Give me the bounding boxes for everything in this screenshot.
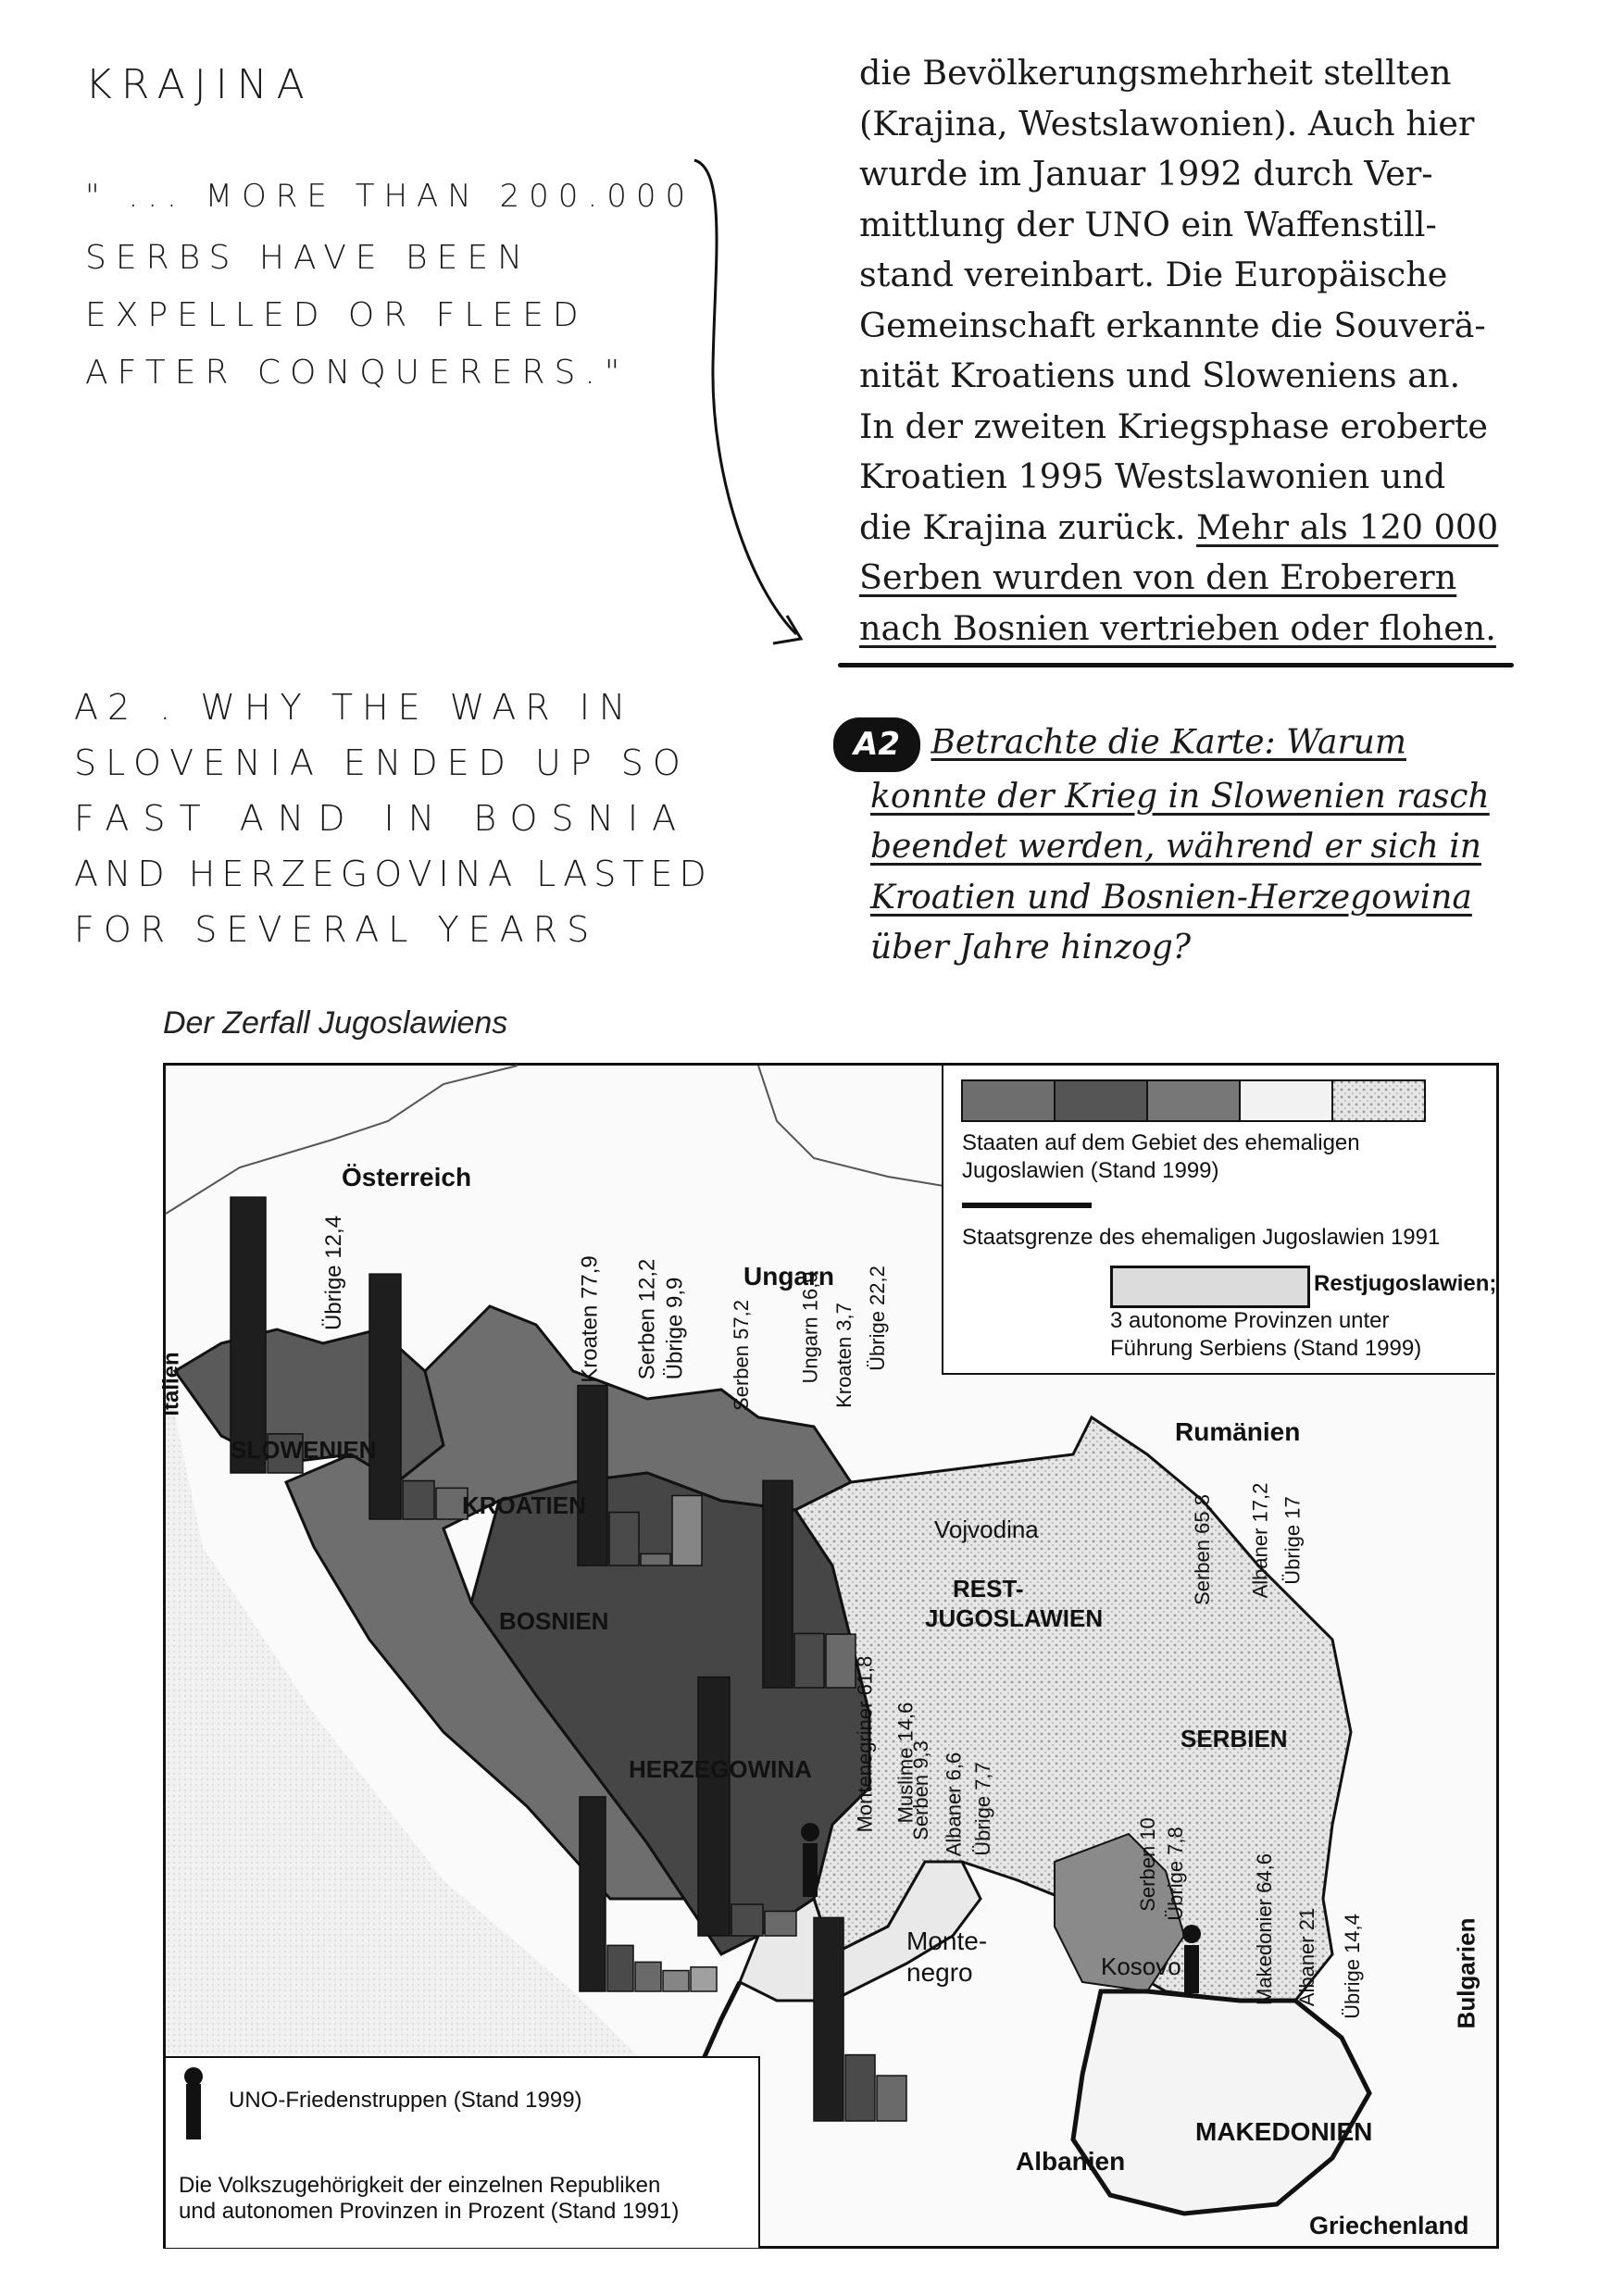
task-text: Betrachte die Karte: Warum (931, 723, 1406, 762)
legend-rest-text: Restjugoslawien; (1314, 1271, 1497, 1296)
label-makedonien: MAKEDONIEN (1195, 2117, 1373, 2146)
task-badge: A2 (833, 717, 920, 772)
uno-figure-head (1182, 1925, 1201, 1943)
region-makedonien (1073, 1991, 1369, 2214)
bar-vojvodina-3 (672, 1496, 702, 1565)
legend-rest-text: Führung Serbiens (Stand 1999) (1110, 1336, 1422, 1361)
label-bulgarien: Bulgarien (1452, 1917, 1480, 2029)
label-herzegowina: HERZEGOWINA (629, 1755, 812, 1783)
uno-legend-icon-head (184, 2067, 203, 2086)
bar-makedonien-1 (845, 2055, 875, 2121)
label-montenegro: Monte- (906, 1927, 988, 1955)
label-vojvodina: Vojvodina (934, 1515, 1039, 1543)
map (158, 1063, 1499, 2249)
task-line: konnte der Krieg in Slowenien rasch (870, 777, 1490, 816)
label-albanien: Albanien (1016, 2147, 1126, 2176)
label-rumaenien: Rumänien (1175, 1417, 1301, 1446)
bar-kroatien-1 (403, 1481, 434, 1519)
legend-volk-text: Die Volkszugehörigkeit der einzelnen Republiken (179, 2173, 661, 2198)
label-bosnien: BOSNIEN (499, 1607, 609, 1635)
bar-kroatien-0 (369, 1274, 401, 1519)
bar-label-serbien: Übrige 17 (1280, 1496, 1305, 1585)
legend-volk-text: und autonomen Provinzen in Prozent (Stand 1991) (179, 2199, 680, 2224)
bar-slowenien-0 (231, 1197, 266, 1473)
bar-vojvodina-0 (578, 1386, 607, 1565)
task-line: Kroatien und Bosnien-Herzegowina (870, 878, 1472, 917)
label-montenegro: negro (906, 1958, 973, 1987)
bar-label-makedonien: Übrige 14,4 (1340, 1914, 1364, 2019)
note-quote-line: " ... MORE THAN 200.000 (85, 178, 695, 215)
text-line: wurde im Januar 1992 durch Ver- (859, 154, 1433, 193)
hand-underline (838, 663, 1514, 667)
text-line: In der zweiten Kriegsphase eroberte (859, 405, 1489, 446)
note-quote (85, 178, 695, 392)
bar-label-montenegro: Montenegriner 61,8 (853, 1655, 877, 1833)
bar-label-kroatien: Kroaten 77,9 (577, 1255, 603, 1383)
bar-montenegro-4 (691, 1967, 717, 1991)
bar-label-montenegro: Muslime 14,6 (893, 1702, 918, 1824)
text-line: nität Kroatiens und Sloweniens an. (859, 355, 1461, 395)
bar-vojvodina-2 (641, 1553, 670, 1565)
bar-montenegro-3 (663, 1971, 689, 1991)
legend-states (942, 1066, 1495, 1375)
label-slowenien: SLOWENIEN (231, 1436, 377, 1464)
note-question-line: FOR SEVERAL YEARS (74, 909, 599, 950)
label-ungarn: Ungarn (743, 1262, 834, 1291)
note-question (74, 687, 713, 950)
task-line: über Jahre hinzog? (870, 929, 1192, 967)
text-line: stand vereinbart. Die Europäische (859, 255, 1448, 294)
label-kroatien: KROATIEN (462, 1491, 586, 1519)
bar-montenegro-1 (607, 1945, 633, 1991)
note-question-line: FAST AND IN BOSNIA (74, 798, 691, 839)
bar-label-montenegro: Übrige 7,7 (970, 1762, 994, 1856)
bar-label-serbien: Albaner 17,2 (1248, 1482, 1272, 1599)
legend-swatch (962, 1080, 1425, 1123)
legend-rest-swatch (1110, 1266, 1310, 1308)
label-restjugoslawien: REST- (953, 1575, 1024, 1603)
bar-serbien-1 (794, 1634, 824, 1688)
note-quote-line: SERBS HAVE BEEN (85, 239, 532, 277)
note-quote-line: EXPELLED OR FLEED (85, 296, 588, 334)
bar-label-montenegro: Albaner 6,6 (942, 1752, 966, 1857)
note-arrow (676, 153, 852, 667)
bar-makedonien-2 (877, 2076, 906, 2121)
label-oesterreich: Österreich (342, 1163, 472, 1191)
bar-label-makedonien: Albaner 21 (1295, 1907, 1319, 2007)
bar-label-kosovo: Übrige 7,8 (1163, 1827, 1187, 1921)
uno-figure-kosovo (1184, 1945, 1199, 1993)
legend-states-text: Jugoslawien (Stand 1999) (962, 1158, 1219, 1183)
text-line: (Krajina, Westslawonien). Auch hier (859, 103, 1475, 143)
label-serbien: SERBIEN (1181, 1725, 1288, 1752)
bar-label-vojvodina: Kroaten 3,7 (831, 1303, 856, 1408)
text-line (859, 503, 1498, 554)
label-kosovo: Kosovo (1101, 1952, 1181, 1980)
legend-uno-text: UNO-Friedenstruppen (Stand 1999) (229, 2088, 582, 2113)
bar-vojvodina-1 (609, 1513, 639, 1565)
bar-label-slowenien: Übrige 12,4 (321, 1215, 347, 1331)
bar-label-montenegro: Serben 9,3 (908, 1740, 932, 1840)
underlined-text: Serben wurden von den Eroberern (859, 557, 1457, 597)
label-griechenland: Griechenland (1309, 2212, 1469, 2239)
label-italien: Italien (158, 1352, 184, 1416)
text-line: Gemeinschaft erkannte die Souverä- (859, 305, 1486, 345)
bar-makedonien-0 (814, 1917, 843, 2121)
text-line: mittlung der UNO ein Waffenstill- (859, 204, 1437, 244)
bar-label-kroatien: Serben 12,2 (634, 1258, 660, 1380)
uno-legend-icon (186, 2084, 201, 2139)
map-caption: Der Zerfall Jugoslawiens (163, 1005, 508, 1041)
note-question-line: SLOVENIA ENDED UP SO (74, 742, 690, 783)
note-question-line: A2 . WHY THE WAR IN (74, 687, 635, 728)
text-part: die Krajina zurück. (859, 506, 1186, 547)
bar-kosovo-1 (731, 1904, 763, 1936)
text-line: die Bevölkerungsmehrheit stellten (859, 53, 1452, 93)
uno-figure-herzegowina (803, 1843, 818, 1897)
task-block (833, 717, 1490, 974)
legend-border-swatch (962, 1203, 1092, 1208)
note-quote-line: AFTER CONQUERERS." (85, 354, 630, 392)
label-restjugoslawien: JUGOSLAWIEN (925, 1604, 1104, 1632)
note-question-line: AND HERZEGOVINA LASTED (74, 854, 713, 894)
bar-kosovo-2 (765, 1911, 796, 1936)
text-line: Kroatien 1995 Westslawonien und (859, 456, 1446, 496)
bar-montenegro-0 (580, 1797, 606, 1991)
bar-label-vojvodina: Ungarn 16,9 (798, 1271, 822, 1384)
bar-label-makedonien: Makedonier 64,6 (1252, 1853, 1276, 2005)
task-line: beendet werden, während er sich in (870, 828, 1481, 866)
body-text (859, 48, 1498, 654)
legend-border-text: Staatsgrenze des ehemaligen Jugoslawien 1991 (962, 1225, 1441, 1250)
bar-label-kosovo: Serben 10 (1135, 1817, 1159, 1912)
note-title: KRAJINA (85, 61, 314, 108)
bar-kosovo-0 (698, 1678, 730, 1936)
bar-label-kroatien: Übrige 9,9 (662, 1277, 688, 1380)
bar-label-vojvodina: Serben 57,2 (729, 1300, 753, 1411)
bar-label-serbien: Serben 65,8 (1190, 1494, 1214, 1605)
bar-label-vojvodina: Übrige 22,2 (865, 1266, 889, 1371)
bar-montenegro-2 (635, 1962, 661, 1991)
underlined-text: nach Bosnien vertrieben oder flohen. (859, 607, 1496, 648)
uno-figure-head (801, 1823, 819, 1841)
legend-rest-text: 3 autonome Provinzen unter (1110, 1308, 1390, 1333)
task-line (833, 717, 1490, 772)
bar-serbien-2 (826, 1634, 856, 1688)
underlined-text: Mehr als 120 000 (1196, 506, 1499, 547)
bar-serbien-0 (763, 1480, 793, 1688)
legend-states-text: Staaten auf dem Gebiet des ehemaligen (962, 1130, 1360, 1155)
legend-bottom (166, 2056, 760, 2248)
